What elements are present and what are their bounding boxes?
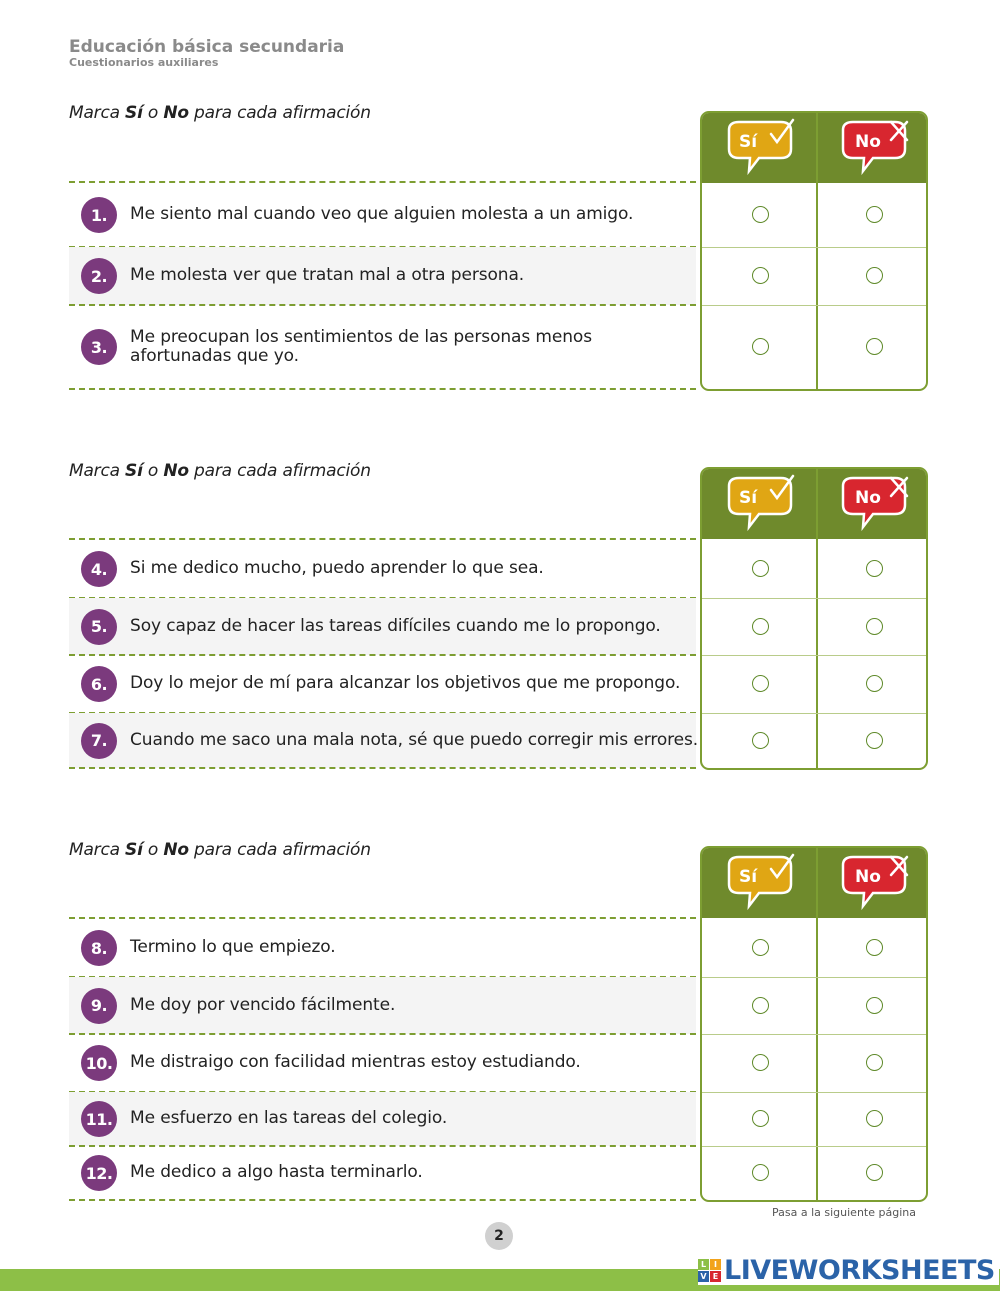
no-radio[interactable] (866, 1054, 883, 1071)
question-statement: Me siento mal cuando veo que alguien molesta a un amigo. (130, 204, 634, 224)
yes-radio[interactable] (752, 338, 769, 355)
question-number-badge: 6. (81, 666, 117, 702)
grid-row-divider (702, 713, 926, 714)
column-divider (816, 469, 818, 768)
question-statement: Cuando me saco una mala nota, sé que puedo corregir mis errores. (130, 729, 699, 750)
no-bubble-icon (833, 851, 913, 913)
question-statement: Doy lo mejor de mí para alcanzar los objetivos que me propongo. (130, 673, 681, 693)
yes-label: Sí (739, 132, 758, 152)
yes-radio[interactable] (752, 732, 769, 749)
answer-grid (700, 846, 928, 1202)
question-number-badge: 10. (81, 1045, 117, 1081)
liveworksheets-logo (698, 1255, 999, 1285)
grid-row-divider (702, 1092, 926, 1093)
question-row (69, 713, 699, 768)
question-number-badge: 7. (81, 723, 117, 759)
no-header (833, 472, 913, 539)
question-statement: Me distraigo con facilidad mientras estoy estudiando. (130, 1052, 581, 1072)
no-bubble-icon (833, 116, 913, 178)
yes-radio[interactable] (752, 997, 769, 1014)
question-number-badge: 9. (81, 988, 117, 1024)
question-statement: Me doy por vencido fácilmente. (130, 994, 396, 1015)
next-page-note: Pasa a la siguiente página (772, 1206, 916, 1219)
question-row (69, 1092, 696, 1146)
yes-bubble-icon (719, 116, 799, 178)
dashed-separator (69, 767, 696, 769)
question-number-badge: 1. (81, 197, 117, 233)
logo-blocks-icon: L I V E (698, 1259, 721, 1282)
document-subtitle: Cuestionarios auxiliares (69, 56, 219, 69)
answer-grid (700, 111, 928, 391)
yes-header (719, 116, 799, 183)
logo-text: LIVEWORKSHEETS (724, 1254, 995, 1286)
no-radio[interactable] (866, 560, 883, 577)
no-radio[interactable] (866, 1164, 883, 1181)
no-radio[interactable] (866, 997, 883, 1014)
dashed-separator (69, 388, 696, 390)
no-bubble-icon (833, 472, 913, 534)
question-row (69, 977, 696, 1034)
question-number-badge: 8. (81, 930, 117, 966)
grid-row-divider (702, 1146, 926, 1147)
yes-radio[interactable] (752, 206, 769, 223)
yes-radio[interactable] (752, 560, 769, 577)
no-radio[interactable] (866, 939, 883, 956)
question-row (69, 540, 696, 598)
question-number-badge: 12. (81, 1155, 117, 1191)
question-row (69, 1034, 696, 1092)
no-label: No (855, 132, 881, 152)
question-statement: Me molesta ver que tratan mal a otra persona. (130, 265, 525, 285)
no-radio[interactable] (866, 206, 883, 223)
no-header (833, 116, 913, 183)
yes-bubble-icon (719, 851, 799, 913)
no-header (833, 851, 913, 918)
yes-radio[interactable] (752, 675, 769, 692)
column-divider (816, 113, 818, 389)
question-row (69, 305, 696, 389)
column-divider (816, 848, 818, 1200)
grid-row-divider (702, 977, 926, 978)
question-row (69, 183, 696, 247)
yes-radio[interactable] (752, 267, 769, 284)
grid-row-divider (702, 247, 926, 248)
question-number-badge: 11. (81, 1101, 117, 1137)
dashed-separator (69, 1199, 696, 1201)
question-number-badge: 2. (81, 258, 117, 294)
yes-header (719, 472, 799, 539)
document-title: Educación básica secundaria (69, 37, 345, 57)
yes-radio[interactable] (752, 1110, 769, 1127)
no-radio[interactable] (866, 267, 883, 284)
yes-label: Sí (739, 867, 758, 887)
yes-bubble-icon (719, 472, 799, 534)
no-label: No (855, 867, 881, 887)
question-statement: Me dedico a algo hasta terminarlo. (130, 1162, 423, 1182)
question-statement: Soy capaz de hacer las tareas difíciles cuando me lo propongo. (130, 615, 661, 636)
no-radio[interactable] (866, 618, 883, 635)
question-row (69, 655, 696, 713)
answer-grid (700, 467, 928, 770)
section-instruction: Marca Sí o No para cada afirmación (69, 461, 371, 481)
document-header (69, 37, 344, 69)
page-number: 2 (485, 1222, 513, 1250)
no-radio[interactable] (866, 732, 883, 749)
question-row (69, 919, 696, 977)
question-statement: Si me dedico mucho, puedo aprender lo que sea. (130, 558, 544, 578)
question-statement: Termino lo que empiezo. (130, 937, 336, 957)
yes-radio[interactable] (752, 618, 769, 635)
question-row (69, 598, 696, 655)
question-number-badge: 3. (81, 329, 117, 365)
no-radio[interactable] (866, 1110, 883, 1127)
grid-row-divider (702, 1034, 926, 1035)
question-number-badge: 5. (81, 609, 117, 645)
yes-label: Sí (739, 488, 758, 508)
question-row (69, 247, 696, 305)
question-number-badge: 4. (81, 551, 117, 587)
section-instruction: Marca Sí o No para cada afirmación (69, 103, 371, 123)
grid-row-divider (702, 305, 926, 306)
no-radio[interactable] (866, 338, 883, 355)
question-row (69, 1146, 696, 1200)
section-instruction: Marca Sí o No para cada afirmación (69, 840, 371, 860)
question-statement: Me esfuerzo en las tareas del colegio. (130, 1108, 448, 1128)
yes-radio[interactable] (752, 1164, 769, 1181)
grid-row-divider (702, 598, 926, 599)
yes-radio[interactable] (752, 939, 769, 956)
grid-row-divider (702, 655, 926, 656)
yes-radio[interactable] (752, 1054, 769, 1071)
question-statement: Me preocupan los sentimientos de las personas menos afortunadas que yo. (130, 327, 592, 366)
no-radio[interactable] (866, 675, 883, 692)
yes-header (719, 851, 799, 918)
no-label: No (855, 488, 881, 508)
